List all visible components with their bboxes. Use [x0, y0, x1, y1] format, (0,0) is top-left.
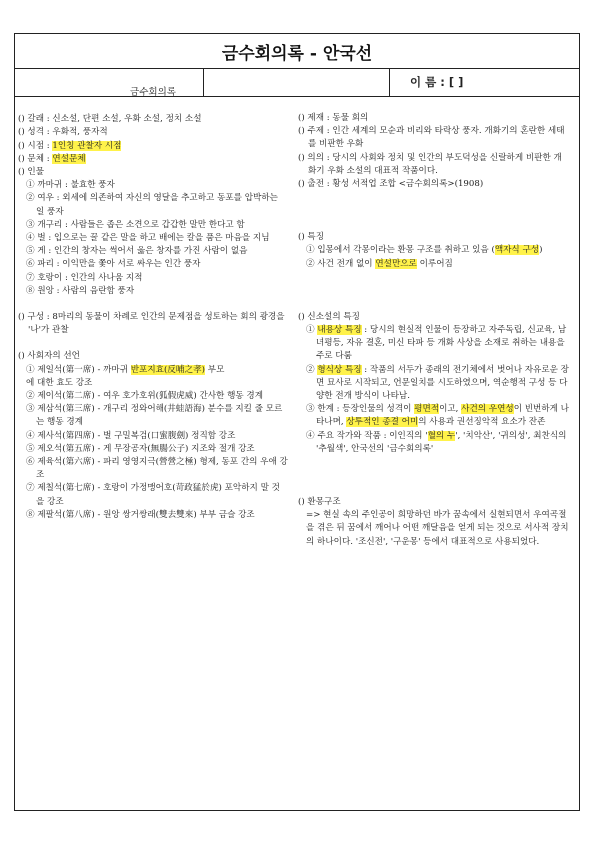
left-column [18, 76, 288, 522]
highlight: 1인칭 관찰자 시점 [52, 140, 122, 151]
highlight: 연설만으로 [375, 258, 417, 269]
name-field[interactable]: 이 름 : [ ] [410, 75, 464, 89]
highlight: 내용상 특징 [317, 325, 362, 336]
structure-line: () 구성 : 8마리의 동물이 차례로 인간의 문제점을 성토하는 회의 광경을 '나'가 관찰 [18, 312, 285, 336]
frame-structure-body: => 현실 속의 주인공이 희망하던 바가 꿈속에서 실현되면서 우여곡절을 겪은 뒤 꿈에서 깨어나 어떤 깨달음을 얻게 되는 것으로 서사적 장치의 하나이다. '조신전', '구운몽' 등에서 대표적으로 사용되었다. [306, 510, 569, 547]
list-item: ③ 개구리 : 사람들은 좁은 소견으로 갑갑한 말만 한다고 함 [26, 219, 245, 230]
style-line: () 문체 : 연설문체 [18, 153, 86, 164]
list-item: 에 대한 효도 강조 [26, 377, 93, 388]
list-item: ② 사건 전개 없이 연설만으로 이루어짐 [306, 258, 453, 269]
list-item: ⑤ 게 : 인간의 창자는 썩어서 옳은 창자를 가진 사람이 없음 [26, 246, 248, 257]
list-item: ④ 주요 작가와 작품 : 이인직의 '혈의 누', '치악산', '귀의성', 최찬식의 '추월색', 안국선의 '금수회의록' [306, 430, 567, 454]
list-item: ③ 제삼석(第三席) - 개구리 정와어해(井蛙語海) 분수를 지킬 줄 모르는 행동 경계 [26, 404, 283, 428]
list-item: ② 형식상 특징 : 작품의 서두가 종래의 전기체에서 벗어나 자유로운 장면 묘사로 시작되고, 언문일치를 시도하였으며, 역순행적 구성 등 다양한 전개 방식이 나타남. [306, 364, 569, 402]
page-title: 금수회의록 - 안국선 [15, 34, 579, 69]
subject-line: () 제재 : 동물 회의 [298, 113, 369, 123]
list-item: ① 입몽에서 각몽이라는 환몽 구조를 취하고 있음 (액자식 구성) [306, 245, 543, 256]
highlight: 사건의 우연성 [461, 404, 514, 415]
source-line: () 출전 : 황성 서적업 조합 <금수회의록>(1908) [298, 179, 484, 190]
theme-line: () 주제 : 인간 세계의 모순과 비리와 타락상 풍자. 개화기의 혼란한 세태를 비판한 우화 [298, 126, 565, 150]
features-heading: () 특징 [298, 232, 325, 243]
novel-features-heading: () 신소설의 특징 [298, 311, 360, 322]
list-item: ⑥ 제육석(第六席) - 파리 영영지극(營營之極) 형제, 동포 간의 우애 강조 [26, 457, 288, 481]
list-item: ① 까마귀 : 불효한 풍자 [26, 180, 115, 191]
list-item: ④ 제사석(第四席) - 벌 구밀복검(口蜜腹劍) 정직함 강조 [26, 430, 236, 441]
list-item: ② 여우 : 외세에 의존하여 자신의 영달을 추고하고 동포를 압박하는 일 풍자 [26, 193, 278, 217]
list-item: ① 내용상 특징 : 당시의 현실적 인물이 등장하고 자주독립, 신교육, 남녀평등, 자유 결혼, 미신 타파 등 개화 사상을 소재로 취하는 내용을 주로 다룸 [306, 325, 567, 362]
list-item: ③ 한계 : 등장인물의 성격이 평면적이고, 사건의 우연성이 빈번하게 나타나며, 상투적인 종결 어미의 사용과 권선징악적 요소가 잔존 [306, 404, 569, 428]
genre-line: () 갈래 : 신소설, 단편 소설, 우화 소설, 정치 소설 [18, 114, 202, 125]
highlight: 형식상 특징 [317, 364, 362, 375]
list-item: ⑧ 원앙 : 사람의 음란함 풍자 [26, 285, 135, 296]
highlight: 액자식 구성 [494, 245, 540, 256]
viewpoint-line: () 시점 : 1인칭 관찰자 시점 [18, 140, 122, 151]
list-item: ⑤ 제오석(第五席) - 게 무장공자(無腸公子) 지조와 절개 강조 [26, 443, 255, 454]
character-line: () 성격 : 우화적, 풍자적 [18, 127, 108, 138]
highlight: 평면적 [414, 404, 440, 415]
list-item: ⑧ 제팔석(第八席) - 원앙 쌍거쌍래(雙去雙來) 부부 금슬 강조 [26, 509, 255, 520]
highlight: 상투적인 종결 어미 [346, 417, 419, 428]
list-item: ⑦ 호랑이 : 인간의 사나움 지적 [26, 272, 143, 283]
list-item: ② 제이석(第二席) - 여우 호가호위(狐假虎威) 간사한 행동 경계 [26, 391, 264, 402]
list-item: ⑥ 파리 : 이익만을 쫓아 서로 싸우는 인간 풍자 [26, 259, 201, 270]
frame-structure-heading: () 환몽구조 [298, 497, 341, 508]
characters-heading: () 인물 [18, 167, 45, 178]
meaning-line: () 의의 : 당시의 사회와 정치 및 인간의 부도덕성을 신랄하게 비판한 개화기 우화 소설의 대표적 작품이다. [298, 152, 562, 176]
right-column [298, 112, 570, 549]
list-item: ⑦ 제칠석(第七席) - 호랑이 가정맹어호(苛政猛於虎) 포악하지 말 것을 강조 [26, 483, 280, 507]
highlight: 혈의 누 [427, 430, 456, 441]
highlight: 연설문체 [52, 153, 86, 164]
list-item: ① 제일석(第一席) - 까마귀 반포지효(反哺之孝) 부모 [26, 364, 225, 375]
highlight: 반포지효(反哺之孝) [130, 364, 206, 375]
declaration-heading: () 사회자의 선언 [18, 351, 80, 362]
list-item: ④ 벌 : 입으로는 꿀 같은 말을 하고 배에는 칼을 품은 마음을 지님 [26, 233, 270, 244]
section-heading: 금수회의록 [130, 87, 176, 98]
